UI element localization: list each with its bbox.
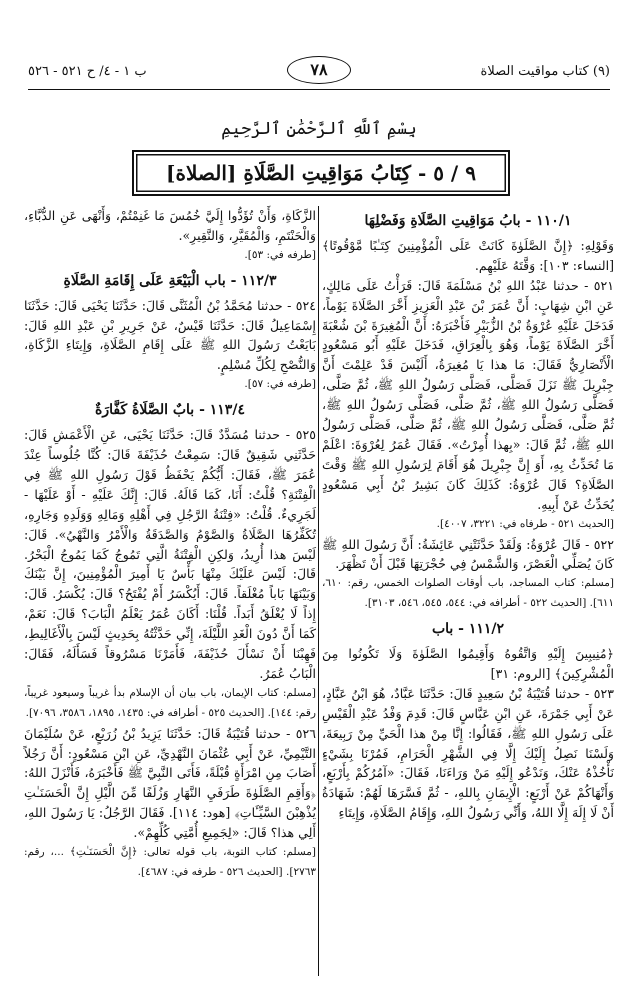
- chapter-title-112: ١١٢/٣ - باب الْبَيْعَةِ عَلَى إِقَامَةِ الصَّلَاةِ: [63, 272, 277, 289]
- chapter-title-110: ١١٠/١ - بابُ مَوَاقِيتِ الصَّلَاةِ وَفَضْلِهَا: [364, 213, 572, 229]
- hadith-526: ٥٢٦ - حدثنا قُتَيْبَةُ قَالَ: حَدَّثَنَا يَزِيدُ بْنُ زُرَيْعٍ، عَنْ سُلَيْمَانَ التَّيْمِيِّ، عَنْ أَبِي عُثْمَانَ النَّهْدِيِّ، عَنِ ابْنِ مَسْعُودٍ: أَنَّ رَجُلاً أَصَابَ مِنِ امْرَأَةٍ قُبْلَةً، فَأَتَى النَّبِيَّ ﷺ فَأَخْبَرَهُ، فَأَنْزَلَ اللهُ: ﴿وَأَقِمِ الصَّلَوٰةَ طَرَفَيِ النَّهَارِ وَزُلَفًا مِّنَ الَّيْلِ إِنَّ الْحَسَنَـٰتِ يُذْهِبْنَ السَّيِّـَٔاتِ﴾ [هود: ١١٤]. فَقَالَ الرَّجُلُ: يَا رَسُولَ اللهِ، أَلِي هذا؟ قَالَ: «لِجَمِيعِ أُمَّتِي كُلِّهِمْ».: [24, 725, 316, 841]
- chapter-intro-111: ﴿مُنِيبِينَ إِلَيْهِ وَاتَّقُوهُ وَأَقِيمُوا الصَّلَوٰةَ وَلَا تَكُونُوا مِنَ الْمُشْرِكِينَ﴾ [الروم: ٣١]: [322, 646, 614, 681]
- hadith-523-reference: [طرفه في: ٥٣].: [244, 248, 316, 261]
- book-name: (٩) كتاب مواقيت الصلاة: [480, 64, 610, 79]
- chapter-title-113: ١١٣/٤ - بابٌ الصَّلَاةُ كَفَّارَةٌ: [95, 402, 245, 419]
- hadith-525: ٥٢٥ - حدثنا مُسَدَّدٌ قَالَ: حَدَّثَنَا يَحْيَى، عَنِ الْأَعْمَشِ قَالَ: حَدَّثَنِي شَقِيقٌ قَالَ: سَمِعْتُ حُذَيْفَةَ قَالَ: كُنَّا جُلُوساً عِنْدَ عُمَرَ ﷺ، فَقَالَ: أَيُّكُمْ يَحْفَظُ قَوْلَ رَسُولِ اللهِ ﷺ فِي الْفِتْنَةِ؟ قُلْتُ: أَنَا، كَمَا قَالَهُ. قَالَ: إِنَّكَ عَلَيْهِ - أَوْ عَلَيْهَا - لَجَرِيءٌ. قُلْتُ: «فِتْنَةُ الرَّجُلِ فِي أَهْلِهِ وَمَالِهِ وَوَلَدِهِ وَجَارِهِ، تُكَفِّرُهَا الصَّلَاةُ وَالصَّوْمُ وَالصَّدَقَةُ وَالْأَمْرُ وَالنَّهْيُ». قَالَ: لَيْسَ هذا أُرِيدُ، وَلكِنِ الْفِتْنَةُ الَّتِي تَمُوجُ كَمَا يَمُوجُ الْبَحْرُ. قَالَ: لَيْسَ عَلَيْكَ مِنْهَا بَأْسٌ يَا أَمِيرَ الْمُؤْمِنِينَ، إِنَّ بَيْنَكَ وَبَيْنَهَا بَاباً مُغْلَقاً. قَالَ: أَيُكْسَرُ أَمْ يُفْتَحُ؟ قَالَ: يُكْسَرُ. قَالَ: إِذاً لَا يُغْلَقُ أَبَداً. قُلْنَا: أَكَانَ عُمَرُ يَعْلَمُ الْبَابَ؟ قَالَ: نَعَمْ، كَمَا أَنَّ دُونَ الْغَدِ اللَّيْلَةَ، إِنِّي حَدَّثْتُهُ بِحَدِيثٍ لَيْسَ بِالْأَغَالِيطِ، فَهِبْنَا أَنْ نَسْأَلَ حُذَيْفَةَ، فَأَمَرْنَا مَسْرُوقاً فَسَأَلَهُ، فَقَالَ: الْبَابُ عُمَرُ.: [24, 427, 316, 681]
- chapter-intro-110: وَقَوْلِهِ: ﴿إِنَّ الصَّلَوٰةَ كَانَتْ عَلَى الْمُؤْمِنِينَ كِتَـٰبًا مَّوْقُوتًا﴾ [النساء: ١٠٣]: وَقَّتَهُ عَلَيْهِم.: [322, 237, 614, 273]
- hadith-522-reference: [مسلم: كتاب المساجد، باب أوقات الصلوات الخمس، رقم: ٦١٠، ٦١١]. [الحديث ٥٢٢ - أطرافه في: ٥٤٤، ٥٤٥، ٥٤٦، ٣١٠٣].: [322, 577, 614, 610]
- hadith-524-reference: [طرفه في: ٥٧].: [244, 378, 316, 391]
- hadith-525-reference: [مسلم: كتاب الإيمان، باب بيان أن الإسلام بدأ غريباً وسيعود غريباً، رقم: ١٤٤]. [الحديث ٥٢٥ - أطرافه في: ١٤٣٥، ١٨٩٥، ٣٥٨٦، ٧٠٩٦].: [24, 686, 316, 719]
- page-header: [28, 56, 610, 90]
- hadith-523-continuation: الزَّكَاةِ، وَأَنْ تُؤَدُّوا إِلَيَّ خُمُسَ مَا غَنِمْتُمْ، وَأَنْهَى عَنِ الدُّبَّاءِ، وَالْحَنْتَمِ، وَالْمُقَيَّرِ، وَالنَّقِيرِ».: [24, 208, 316, 243]
- hadith-524: ٥٢٤ - حدثنا مُحَمَّدُ بْنُ الْمُثَنَّى قَالَ: حَدَّثَنَا يَحْيَى قَالَ: حَدَّثَنَا إِسْمَاعِيلُ قَالَ: حَدَّثَنَا قَيْسٌ، عَنْ جَرِيرِ بْنِ عَبْدِ اللهِ قَالَ: بَايَعْتُ رَسُولَ اللهِ ﷺ عَلَى إِقَامِ الصَّلَاةِ، وَإِيتَاءِ الزَّكَاةِ، وَالنُّصْحِ لِكُلِّ مُسْلِمٍ.: [24, 297, 316, 373]
- basmala: بِسْمِ ٱللَّهِ ٱلرَّحْمَٰنِ ٱلرَّحِيمِ: [221, 119, 417, 139]
- reference-code: ب ١ - ٤/ ح ٥٢١ - ٥٢٦: [28, 64, 147, 79]
- hadith-526-reference: [مسلم: كتاب التوبة، باب قوله تعالى: ﴿إِنَّ الْحَسَنَـٰتِ﴾ ...، رقم: ٢٧٦٣]. [الحديث ٥٢٦ - طرفه في: ٤٦٨٧].: [24, 846, 316, 878]
- right-column: [322, 206, 614, 823]
- hadith-521: ٥٢١ - حدثنا عَبْدُ اللهِ بْنُ مَسْلَمَةَ قَالَ: قَرَأْتُ عَلَى مَالِكٍ، عَنِ ابْنِ شِهَابٍ: أَنَّ عُمَرَ بْنَ عَبْدِ الْعَزِيزِ أَخَّرَ الصَّلَاةَ يَوْماً، فَدَخَلَ عَلَيْهِ عُرْوَةُ بْنُ الزُّبَيْرِ فَأَخْبَرَهُ: أَنَّ الْمُغِيرَةَ بْنَ شُعْبَةَ أَخَّرَ الصَّلَاةَ يَوْماً، وَهُوَ بِالْعِرَاقِ، فَدَخَلَ عَلَيْهِ أَبُو مَسْعُودٍ الْأَنْصَارِيُّ فَقَالَ: مَا هذا يَا مُغِيرَةُ، أَلَيْسَ قَدْ عَلِمْتَ أَنَّ جِبْرِيلَ ﷺ نَزَلَ فَصَلَّى، فَصَلَّى رَسُولُ اللهِ ﷺ، ثُمَّ صَلَّى، فَصَلَّى رَسُولُ اللهِ ﷺ، ثُمَّ صَلَّى، فَصَلَّى رَسُولُ اللهِ ﷺ، ثُمَّ صَلَّى، فَصَلَّى رَسُولُ اللهِ ﷺ، ثُمَّ صَلَّى، فَصَلَّى رَسُولُ اللهِ ﷺ، ثُمَّ قَالَ: «بِهذا أُمِرْتُ». فَقَالَ عُمَرُ لِعُرْوَةَ: اعْلَمْ مَا تُحَدِّثُ بِهِ، أَوَ إِنَّ جِبْرِيلَ هُوَ أَقَامَ لِرَسُولِ اللهِ ﷺ وَقْتَ الصَّلَاةِ؟ قَالَ عُرْوَةُ: كَذَلِكَ كَانَ بَشِيرُ بْنُ أَبِي مَسْعُودٍ يُحَدِّثُ عَنْ أَبِيهِ.: [322, 277, 614, 512]
- page-number: ٧٨: [287, 56, 351, 84]
- hadith-521-reference: [الحديث ٥٢١ - طرفاه في: ٣٢٢١، ٤٠٠٧].: [436, 517, 614, 530]
- hadith-523: ٥٢٣ - حدثنا قُتَيْبَةُ بْنُ سَعِيدٍ قَالَ: حَدَّثَنَا عَبَّادٌ، هُوَ ابْنُ عَبَّادٍ، عَنْ أَبِي جَمْرَةَ، عَنِ ابْنِ عَبَّاسٍ قَالَ: قَدِمَ وَفْدُ عَبْدِ الْقَيْسِ عَلَى رَسُولِ اللهِ ﷺ، فَقَالُوا: إِنَّا مِنْ هذا الْحَيِّ مِنْ رَبِيعَةَ، وَلَسْنَا نَصِلُ إِلَيْكَ إِلَّا فِي الشَّهْرِ الْحَرَامِ، فَمُرْنَا بِشَيْءٍ نَأْخُذْهُ عَنْكَ، وَنَدْعُو إِلَيْهِ مَنْ وَرَاءَنَا، فَقَالَ: «آمُرُكُمْ بِأَرْبَعٍ، وَأَنْهَاكُمْ عَنْ أَرْبَعٍ: الْإِيمَانِ بِاللهِ، - ثُمَّ فَسَّرَهَا لَهُمْ: شَهَادَةُ أَنْ لَا إِلَهَ إِلَّا اللهُ، وَأَنِّي رَسُولُ اللهِ، وَإِقَامُ الصَّلَاةِ، وَإِيتَاءِ: [322, 685, 614, 821]
- header-divider: [28, 89, 610, 90]
- book-title: ٩ / ٥ - كِتَابُ مَوَاقِيتِ الصَّلَاةِ [الصلاة]: [132, 150, 510, 196]
- left-column: [24, 206, 316, 883]
- column-divider: [318, 206, 319, 976]
- hadith-522: ٥٢٢ - قَالَ عُرْوَةُ: وَلَقَدْ حَدَّثَتْنِي عَائِشَةُ: أَنَّ رَسُولَ اللهِ ﷺ كَانَ يُصَلِّي الْعَصْرَ، وَالشَّمْسُ فِي حُجْرَتِهَا قَبْلَ أَنْ تَظْهَرَ.: [322, 536, 614, 572]
- chapter-title-111: ١١١/٢ - باب: [431, 621, 505, 638]
